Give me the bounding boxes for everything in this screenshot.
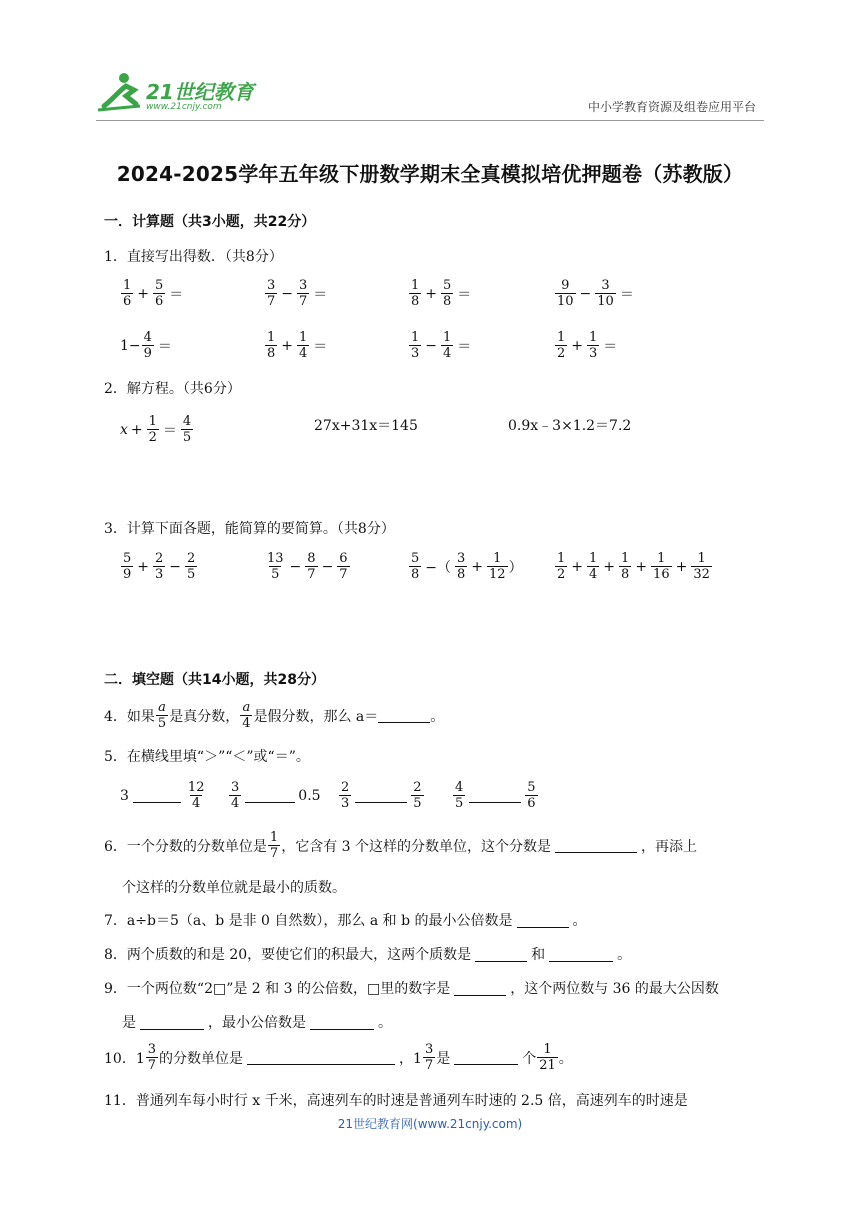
section1-heading: 一．计算题（共3小题，共22分）: [104, 214, 316, 230]
q1-item-6: $\frac{1}{8}$ + $\frac{1}{4}$ ＝: [267, 330, 328, 361]
q2-equation-1: x + $\frac{1}{2}$ ＝ $\frac{4}{5}$: [120, 414, 192, 445]
q3-expression-4: $\frac{1}{2}$ + $\frac{1}{4}$ + $\frac{1}{8}$ + $\frac{1}{16}$ + $\frac{1}{32}$: [557, 551, 710, 582]
q1-item-2: $\frac{3}{7}$ − $\frac{3}{7}$ ＝: [267, 278, 328, 309]
footer-text: 21世纪教育网(www.21cnjy.com): [337, 1117, 523, 1131]
question-8: 8．两个质数的和是 20，要使它们的积最大，这两个质数是 和 。: [104, 947, 632, 963]
q8-answer-blank-1[interactable]: [475, 947, 527, 962]
section2-heading: 二．填空题（共14小题，共28分）: [104, 672, 325, 688]
q4-answer-blank[interactable]: [378, 708, 430, 723]
q3-expression-1: $\frac{5}{9}$ + $\frac{2}{3}$ − $\frac{2}{5}$: [123, 551, 196, 582]
question-2: 2．解方程。（共6分）: [104, 381, 241, 397]
q9-answer-blank-3[interactable]: [310, 1015, 374, 1030]
header-divider: [96, 120, 764, 121]
question-3: 3．计算下面各题，能简算的要简算。（共8分）: [104, 521, 395, 537]
q9-answer-blank-1[interactable]: [454, 981, 506, 996]
header-platform-text: 中小学教育资源及组卷应用平台: [587, 100, 756, 114]
q5-compare-2: $\frac{3}{4}$ 0.5: [231, 780, 321, 811]
question-4: 4．如果 $\frac{a}{5}$ 是真分数， $\frac{a}{4}$ 是假分数，那么 a＝ 。: [104, 700, 445, 731]
q6-answer-blank[interactable]: [555, 838, 637, 853]
q1-item-7: $\frac{1}{3}$ − $\frac{1}{4}$ ＝: [411, 330, 472, 361]
q2-equation-3: 0.9x﹣3×1.2＝7.2: [508, 418, 632, 434]
question-7: 7．a÷b＝5（a、b 是非 0 自然数），那么 a 和 b 的最小公倍数是 。: [104, 913, 587, 929]
q1-item-5: 1− $\frac{4}{9}$ ＝: [120, 330, 172, 361]
q5-compare-4: $\frac{4}{5}$ $\frac{5}{6}$: [455, 780, 536, 811]
question-9: 9．一个两位数“2□”是 2 和 3 的公倍数，□里的数字是 ，这个两位数与 36 的最大公因数: [104, 981, 719, 997]
question-6: 6．一个分数的分数单位是 $\frac{1}{7}$ ，它含有 3 个这样的分数单位，这个分数是 ，再添上: [104, 830, 698, 861]
question-6-line2: 个这样的分数单位就是最小的质数。: [122, 880, 346, 896]
q1-item-4: $\frac{9}{10}$ − $\frac{3}{10}$ ＝: [557, 278, 634, 309]
q8-answer-blank-2[interactable]: [549, 947, 613, 962]
question-10: 10．1 $\frac{3}{7}$ 的分数单位是 ，1 $\frac{3}{7}$ 是 个 $\frac{1}{21}$ 。: [104, 1042, 573, 1073]
q5-blank-2[interactable]: [245, 788, 295, 803]
question-9-line2: 是 ，最小公倍数是 。: [122, 1015, 392, 1031]
q10-answer-blank-1[interactable]: [247, 1050, 395, 1065]
q10-answer-blank-2[interactable]: [454, 1050, 518, 1065]
logo: [96, 70, 266, 118]
q9-answer-blank-2[interactable]: [140, 1015, 204, 1030]
q7-answer-blank[interactable]: [517, 913, 569, 928]
q5-blank-1[interactable]: [133, 788, 181, 803]
q1-item-3: $\frac{1}{8}$ + $\frac{5}{8}$ ＝: [411, 278, 472, 309]
question-5: 5．在横线里填“＞”“＜”或“＝”。: [104, 749, 310, 765]
q1-item-1: $\frac{1}{6}$ + $\frac{5}{6}$ ＝: [123, 278, 184, 309]
q3-expression-3: $\frac{5}{8}$ −（ $\frac{3}{8}$ + $\frac{1}{12}$ ）: [411, 551, 523, 582]
q5-compare-3: $\frac{2}{3}$ $\frac{2}{5}$: [341, 780, 422, 811]
q5-blank-3[interactable]: [355, 788, 407, 803]
q3-expression-2: $\frac{13}{5}$ − $\frac{8}{7}$ − $\frac{6}{7}$: [267, 551, 348, 582]
q5-compare-1: 3 $\frac{12}{4}$: [120, 780, 205, 811]
q1-item-8: $\frac{1}{2}$ + $\frac{1}{3}$ ＝: [557, 330, 618, 361]
logo-url: www.21cnjy.com: [146, 102, 222, 112]
logo-text: 21世纪教育: [146, 80, 254, 104]
page-title: 2024-2025学年五年级下册数学期末全真模拟培优押题卷（苏教版）: [116, 162, 744, 186]
q2-equation-2: 27x+31x＝145: [314, 418, 418, 434]
q5-blank-4[interactable]: [469, 788, 521, 803]
question-11: 11．普通列车每小时行 x 千米，高速列车的时速是普通列车时速的 2.5 倍，高速列车的时速是: [104, 1093, 688, 1109]
question-1: 1．直接写出得数．（共8分）: [104, 249, 283, 265]
